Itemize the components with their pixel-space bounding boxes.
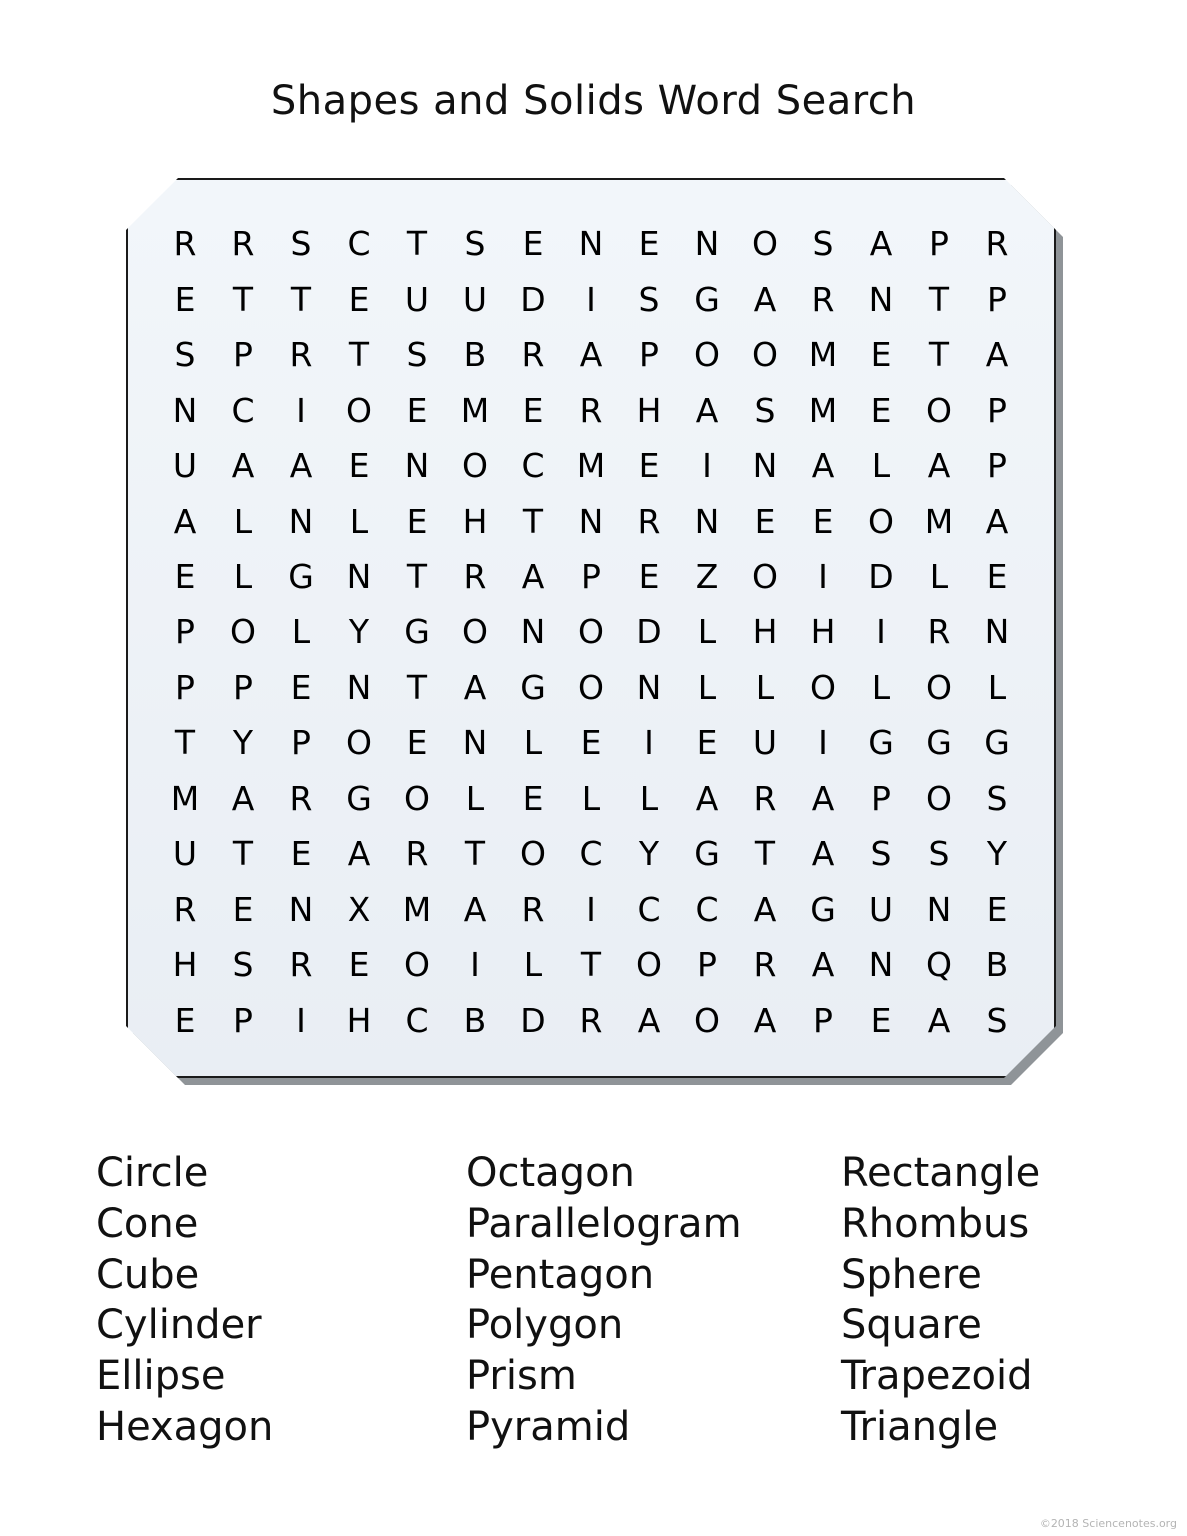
word-list-item[interactable]: Rectangle (841, 1150, 1041, 1196)
grid-cell[interactable]: Y (986, 834, 1008, 874)
grid-cell[interactable]: O (926, 778, 952, 818)
grid-cell[interactable]: I (296, 1000, 306, 1040)
grid-cell[interactable]: A (231, 446, 255, 486)
grid-cell[interactable]: L (349, 501, 369, 541)
grid-cell[interactable]: A (927, 1000, 951, 1040)
grid-cell[interactable]: E (870, 390, 892, 430)
grid-cell[interactable]: G (984, 723, 1010, 763)
grid-cell[interactable]: T (522, 501, 544, 541)
grid-cell[interactable]: A (811, 446, 835, 486)
grid-cell[interactable]: N (346, 557, 372, 597)
grid-cell[interactable]: T (232, 834, 254, 874)
word-list-item[interactable]: Sphere (841, 1251, 982, 1298)
grid-cell[interactable]: R (231, 224, 255, 264)
grid-cell[interactable]: E (522, 224, 544, 264)
grid-cell[interactable]: O (230, 612, 256, 652)
grid-cell[interactable]: U (404, 279, 430, 319)
word-search-grid-panel (126, 178, 1056, 1078)
grid-cell[interactable]: I (818, 723, 828, 763)
grid-cell[interactable]: E (638, 446, 660, 486)
grid-cell[interactable]: O (346, 723, 372, 763)
grid-cell[interactable]: E (870, 335, 892, 375)
grid-cell[interactable]: T (232, 279, 254, 319)
word-list-column (841, 1148, 1106, 1453)
grid-cell[interactable]: S (812, 224, 834, 264)
grid-cell[interactable]: M (808, 390, 838, 430)
grid-cell[interactable]: E (522, 778, 544, 818)
word-list-item[interactable]: Octagon (466, 1150, 635, 1196)
grid-cell[interactable]: O (694, 335, 720, 375)
grid-cell[interactable]: S (290, 224, 312, 264)
grid-cell[interactable]: L (291, 612, 311, 652)
grid-cell[interactable]: R (579, 1000, 603, 1040)
grid-cell[interactable]: T (754, 834, 776, 874)
grid-cell[interactable]: M (402, 889, 432, 929)
grid-cell[interactable]: T (406, 224, 428, 264)
grid-cell[interactable]: A (579, 335, 603, 375)
grid-cell[interactable]: D (868, 557, 894, 597)
grid-cell[interactable]: O (462, 446, 488, 486)
grid-cell[interactable]: L (233, 501, 253, 541)
grid-cell[interactable]: E (232, 889, 254, 929)
grid-cell[interactable]: A (347, 834, 371, 874)
grid-cell[interactable]: E (406, 723, 428, 763)
grid-cell[interactable]: P (175, 612, 195, 652)
grid-cell[interactable]: E (290, 834, 312, 874)
grid-cell[interactable]: Y (348, 612, 370, 652)
grid-cell[interactable]: S (174, 335, 196, 375)
grid-cell[interactable]: O (636, 945, 662, 985)
grid-cell[interactable]: S (232, 945, 254, 985)
grid-cell[interactable]: E (290, 667, 312, 707)
grid-cell[interactable]: B (985, 945, 1009, 985)
grid-cell[interactable]: P (291, 723, 311, 763)
grid-cell[interactable]: N (694, 224, 720, 264)
grid-cell[interactable]: L (639, 778, 659, 818)
grid-cell[interactable]: S (928, 834, 950, 874)
grid-cell[interactable]: A (753, 889, 777, 929)
grid-cell[interactable]: T (580, 945, 602, 985)
word-list-item[interactable]: Parallelogram (466, 1200, 742, 1247)
word-list-item[interactable]: Ellipse (96, 1353, 226, 1400)
word-list-item[interactable]: Square (841, 1302, 982, 1349)
grid-cell[interactable]: N (578, 224, 604, 264)
grid-cell[interactable]: I (702, 446, 712, 486)
grid-cell[interactable]: H (752, 612, 778, 652)
grid-cell[interactable]: M (808, 335, 838, 375)
grid-cell[interactable]: E (812, 501, 834, 541)
grid-cell[interactable]: A (231, 778, 255, 818)
grid-cell[interactable]: R (521, 889, 545, 929)
grid-cell[interactable]: N (462, 723, 488, 763)
grid-cell[interactable]: R (579, 390, 603, 430)
grid-cell[interactable]: L (465, 778, 485, 818)
grid-cell[interactable]: N (868, 279, 894, 319)
grid-cell[interactable]: R (985, 224, 1009, 264)
grid-cell[interactable]: R (289, 335, 313, 375)
grid-cell[interactable]: P (233, 667, 253, 707)
grid-cell[interactable]: E (754, 501, 776, 541)
grid-cell[interactable]: A (289, 446, 313, 486)
word-list-item[interactable]: Circle (96, 1150, 209, 1196)
grid-cell[interactable]: O (926, 667, 952, 707)
grid-cell[interactable]: O (578, 667, 604, 707)
grid-cell[interactable]: L (233, 557, 253, 597)
grid-cell[interactable]: G (694, 834, 720, 874)
grid-cell[interactable]: N (346, 667, 372, 707)
grid-cell[interactable]: R (753, 778, 777, 818)
grid-cell[interactable]: S (986, 778, 1008, 818)
grid-cell[interactable]: G (926, 723, 952, 763)
grid-cell[interactable]: E (986, 557, 1008, 597)
grid-cell[interactable]: U (172, 446, 198, 486)
grid-cell[interactable]: A (927, 446, 951, 486)
grid-cell[interactable]: R (927, 612, 951, 652)
grid-cell[interactable]: Y (232, 723, 254, 763)
grid-cell[interactable]: M (576, 446, 606, 486)
grid-cell[interactable]: O (404, 778, 430, 818)
word-list-item[interactable]: Prism (466, 1353, 577, 1400)
grid-cell[interactable]: O (752, 335, 778, 375)
grid-cell[interactable]: L (871, 667, 891, 707)
grid-cell[interactable]: L (523, 945, 543, 985)
grid-cell[interactable]: P (233, 335, 253, 375)
grid-cell[interactable]: A (695, 778, 719, 818)
grid-cell[interactable]: E (696, 723, 718, 763)
grid-cell[interactable]: X (347, 889, 371, 929)
grid-cell[interactable]: P (987, 446, 1007, 486)
grid-cell[interactable]: R (521, 335, 545, 375)
grid-cell[interactable]: P (581, 557, 601, 597)
grid-cell[interactable]: N (172, 390, 198, 430)
grid-cell[interactable]: R (173, 224, 197, 264)
word-list-item[interactable]: Cube (96, 1251, 200, 1298)
grid-cell[interactable]: A (463, 667, 487, 707)
grid-cell[interactable]: N (578, 501, 604, 541)
grid-cell[interactable]: E (986, 889, 1008, 929)
grid-cell[interactable]: R (289, 778, 313, 818)
grid-cell[interactable]: L (987, 667, 1007, 707)
grid-cell[interactable]: R (173, 889, 197, 929)
word-list-item[interactable]: Trapezoid (841, 1353, 1033, 1400)
grid-cell[interactable]: O (868, 501, 894, 541)
grid-cell[interactable]: H (810, 612, 836, 652)
grid-cell[interactable]: P (175, 667, 195, 707)
word-list (96, 1148, 1106, 1453)
grid-cell[interactable]: E (174, 557, 196, 597)
grid-cell[interactable]: I (876, 612, 886, 652)
word-list-item[interactable]: Cylinder (96, 1302, 262, 1349)
grid-cell[interactable]: P (929, 224, 949, 264)
grid-cell[interactable]: O (810, 667, 836, 707)
grid-cell[interactable]: H (462, 501, 488, 541)
page-title: Shapes and Solids Word Search (270, 78, 917, 124)
grid-cell[interactable]: E (580, 723, 602, 763)
grid-cell[interactable]: G (288, 557, 314, 597)
grid-cell[interactable]: O (926, 390, 952, 430)
grid-cell[interactable]: A (637, 1000, 661, 1040)
grid-cell[interactable]: P (233, 1000, 253, 1040)
grid-cell[interactable]: A (521, 557, 545, 597)
grid-cell[interactable]: U (868, 889, 894, 929)
grid-cell[interactable]: D (636, 612, 662, 652)
grid-cell[interactable]: A (811, 834, 835, 874)
grid-cell[interactable]: A (869, 224, 893, 264)
grid-cell[interactable]: L (697, 667, 717, 707)
grid-cell[interactable]: R (405, 834, 429, 874)
grid-cell[interactable]: G (404, 612, 430, 652)
grid-cell[interactable]: P (987, 390, 1007, 430)
grid-cell[interactable]: N (288, 501, 314, 541)
grid-cell[interactable]: E (174, 279, 196, 319)
grid-cell[interactable]: B (463, 1000, 487, 1040)
grid-cell[interactable]: S (406, 335, 428, 375)
word-list-item[interactable]: Cone (96, 1200, 199, 1247)
grid-cell[interactable]: S (870, 834, 892, 874)
grid-cell[interactable]: A (463, 889, 487, 929)
grid-cell[interactable]: A (753, 279, 777, 319)
grid-cell[interactable]: O (752, 224, 778, 264)
grid-cell[interactable]: T (174, 723, 196, 763)
grid-cell[interactable]: D (520, 279, 546, 319)
grid-cell[interactable]: P (813, 1000, 833, 1040)
grid-cell[interactable]: E (638, 557, 660, 597)
grid-cell[interactable]: P (639, 335, 659, 375)
grid-cell[interactable]: G (810, 889, 836, 929)
grid-cell[interactable]: R (811, 279, 835, 319)
grid-cell[interactable]: I (644, 723, 654, 763)
letter-grid[interactable] (126, 178, 1056, 1078)
grid-cell[interactable]: T (290, 279, 312, 319)
grid-cell[interactable]: T (348, 335, 370, 375)
grid-cell[interactable]: A (695, 390, 719, 430)
grid-cell[interactable]: C (521, 446, 545, 486)
grid-cell[interactable]: N (984, 612, 1010, 652)
grid-cell[interactable]: O (694, 1000, 720, 1040)
grid-cell[interactable]: I (818, 557, 828, 597)
word-list-item[interactable]: Polygon (466, 1302, 624, 1349)
grid-cell[interactable]: M (460, 390, 490, 430)
grid-cell[interactable]: N (520, 612, 546, 652)
grid-cell[interactable]: N (404, 446, 430, 486)
grid-cell[interactable]: T (928, 279, 950, 319)
grid-cell[interactable]: T (406, 667, 428, 707)
grid-cell[interactable]: Y (638, 834, 660, 874)
grid-cell[interactable]: A (811, 778, 835, 818)
word-list-item[interactable]: Hexagon (96, 1403, 274, 1450)
grid-cell[interactable]: D (520, 1000, 546, 1040)
grid-cell[interactable]: A (753, 1000, 777, 1040)
grid-cell[interactable]: E (174, 1000, 196, 1040)
grid-cell[interactable]: P (871, 778, 891, 818)
grid-cell[interactable]: O (578, 612, 604, 652)
grid-cell[interactable]: I (586, 889, 596, 929)
grid-cell[interactable]: O (404, 945, 430, 985)
grid-cell[interactable]: O (520, 834, 546, 874)
grid-cell[interactable]: I (470, 945, 480, 985)
grid-cell[interactable]: E (348, 279, 370, 319)
grid-cell[interactable]: C (579, 834, 603, 874)
grid-cell[interactable]: E (406, 501, 428, 541)
grid-cell[interactable]: S (464, 224, 486, 264)
grid-cell[interactable]: E (348, 945, 370, 985)
grid-cell[interactable]: N (926, 889, 952, 929)
grid-cell[interactable]: R (463, 557, 487, 597)
grid-cell[interactable]: Z (695, 557, 719, 597)
grid-cell[interactable]: L (523, 723, 543, 763)
grid-cell[interactable]: T (928, 335, 950, 375)
grid-cell[interactable]: E (348, 446, 370, 486)
grid-cell[interactable]: L (871, 446, 891, 486)
grid-cell[interactable]: M (924, 501, 954, 541)
grid-cell[interactable]: E (406, 390, 428, 430)
grid-cell[interactable]: L (755, 667, 775, 707)
grid-cell[interactable]: A (985, 335, 1009, 375)
grid-cell[interactable]: U (172, 834, 198, 874)
grid-cell[interactable]: C (347, 224, 371, 264)
grid-cell[interactable]: N (288, 889, 314, 929)
grid-cell[interactable]: G (694, 279, 720, 319)
grid-cell[interactable]: N (752, 446, 778, 486)
grid-cell[interactable]: G (520, 667, 546, 707)
grid-cell[interactable]: I (586, 279, 596, 319)
grid-cell[interactable]: A (173, 501, 197, 541)
grid-cell[interactable]: U (462, 279, 488, 319)
grid-cell[interactable]: G (868, 723, 894, 763)
grid-cell[interactable]: L (929, 557, 949, 597)
grid-cell[interactable]: H (172, 945, 198, 985)
word-list-item[interactable]: Pentagon (466, 1251, 655, 1298)
grid-cell[interactable]: C (637, 889, 661, 929)
grid-cell[interactable]: T (464, 834, 486, 874)
grid-cell[interactable]: S (638, 279, 660, 319)
grid-cell[interactable]: I (296, 390, 306, 430)
grid-cell[interactable]: E (870, 1000, 892, 1040)
grid-cell[interactable]: R (753, 945, 777, 985)
grid-cell[interactable]: P (697, 945, 717, 985)
grid-cell[interactable]: N (868, 945, 894, 985)
grid-cell[interactable]: E (638, 224, 660, 264)
grid-cell[interactable]: L (581, 778, 601, 818)
grid-cell[interactable]: H (636, 390, 662, 430)
grid-cell[interactable]: C (405, 1000, 429, 1040)
word-list-column (466, 1148, 841, 1453)
grid-cell[interactable]: A (985, 501, 1009, 541)
grid-cell[interactable]: P (987, 279, 1007, 319)
grid-cell[interactable]: C (695, 889, 719, 929)
grid-cell[interactable]: U (752, 723, 778, 763)
grid-cell[interactable]: G (346, 778, 372, 818)
grid-cell[interactable]: S (986, 1000, 1008, 1040)
grid-cell[interactable]: Q (926, 945, 952, 985)
grid-cell[interactable]: L (697, 612, 717, 652)
grid-cell[interactable]: B (463, 335, 487, 375)
grid-cell[interactable]: O (752, 557, 778, 597)
grid-cell[interactable]: A (811, 945, 835, 985)
grid-cell[interactable]: O (462, 612, 488, 652)
grid-cell[interactable]: T (406, 557, 428, 597)
grid-cell[interactable]: S (754, 390, 776, 430)
copyright-notice: ©2018 Sciencenotes.org (1039, 1517, 1177, 1530)
grid-cell[interactable]: O (346, 390, 372, 430)
word-list-item[interactable]: Triangle (841, 1403, 999, 1450)
word-list-item[interactable]: Rhombus (841, 1200, 1030, 1247)
grid-cell[interactable]: R (637, 501, 661, 541)
grid-cell[interactable]: H (346, 1000, 372, 1040)
grid-cell[interactable]: N (694, 501, 720, 541)
grid-cell[interactable]: C (231, 390, 255, 430)
grid-cell[interactable]: E (522, 390, 544, 430)
grid-cell[interactable]: R (289, 945, 313, 985)
grid-cell[interactable]: M (170, 778, 200, 818)
grid-cell[interactable]: N (636, 667, 662, 707)
word-list-column (96, 1148, 466, 1453)
word-list-item[interactable]: Pyramid (466, 1403, 631, 1450)
